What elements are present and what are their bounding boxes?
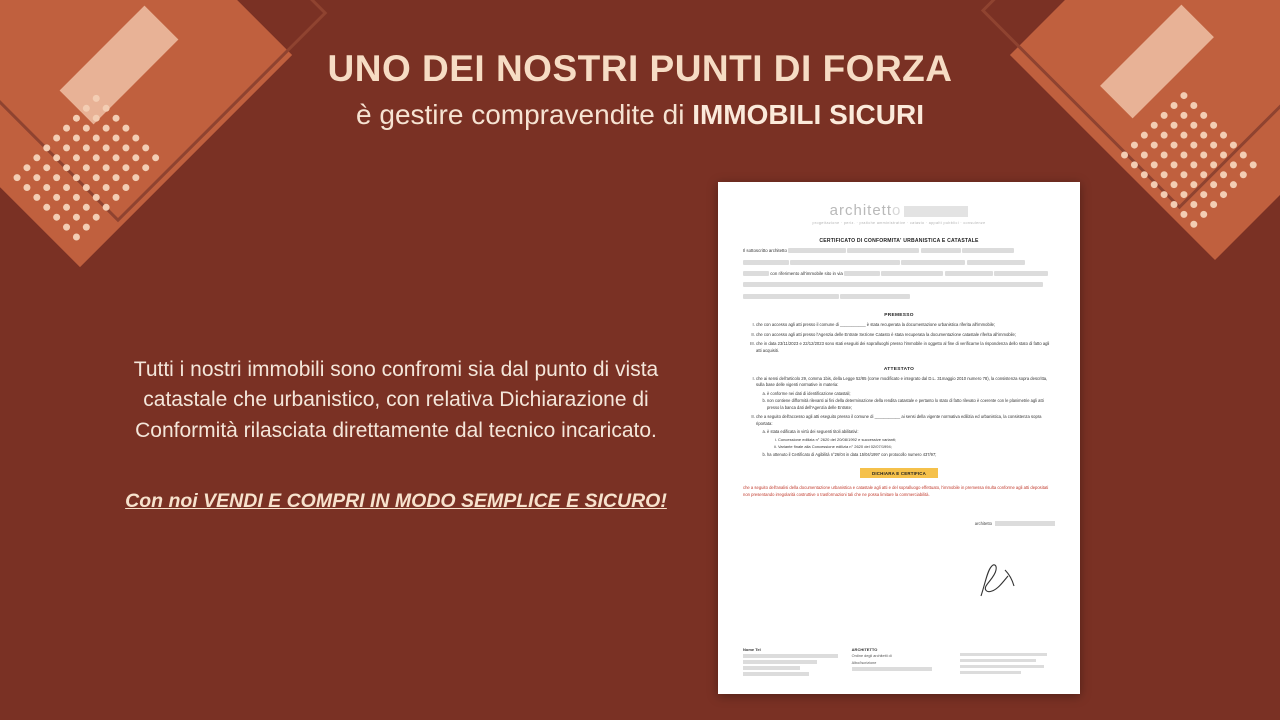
page-title: UNO DEI NOSTRI PUNTI DI FORZA — [327, 48, 953, 89]
redaction — [881, 271, 943, 276]
decor-dot — [101, 202, 111, 212]
decor-dot — [1159, 150, 1169, 160]
decor-dot — [12, 173, 22, 183]
footer-center-heading: ARCHITETTO — [851, 646, 878, 652]
decor-dot — [52, 133, 62, 143]
decor-dot — [1179, 150, 1189, 160]
decor-dot — [1120, 150, 1130, 160]
redaction — [743, 294, 839, 299]
decor-dot — [1179, 190, 1189, 200]
body-copy: Tutti i nostri immobili sono confromi sia dal punto di vista catastale che urbanistico, con relativa Dichiarazione di Conformità rilasciata direttamente dal tecnico incaricato. — [133, 358, 659, 442]
list-item: II. che con accesso agli atti presso l'Agenzia delle Entrate Sezione Catasto è stata recuperata la documentazione catastale riferita all'immobile; — [756, 332, 1055, 339]
document-intro-line-1 — [743, 247, 1055, 255]
decor-dot — [1228, 140, 1238, 150]
list-item-text: che ai sensi dell'articolo 29, comma 1bis, della Legge 52/85 (come modificato e integrato dal D.L. 31maggio 2010 numero 78), la consistenza sopra descritta, sulla base delle vigenti normative in materia: — [756, 375, 1048, 388]
decor-dot — [42, 143, 52, 153]
document-logo — [743, 202, 1055, 219]
decor-dot — [1199, 130, 1209, 140]
decor-dot — [62, 202, 72, 212]
document-intro-line-2 — [743, 270, 1055, 278]
redaction — [945, 271, 993, 276]
decor-dot — [81, 143, 91, 153]
attestato-heading: ATTESTATO — [883, 366, 915, 372]
decor-dot — [1219, 190, 1229, 200]
handwritten-signature — [975, 562, 1021, 602]
decor-dot — [1169, 160, 1179, 170]
footer-center-column — [852, 647, 947, 679]
certificate-document — [718, 182, 1080, 694]
decor-dot — [81, 222, 91, 232]
decor-dot — [111, 153, 121, 163]
signature-label: architetto — [974, 520, 992, 526]
decor-dot — [1169, 140, 1179, 150]
decor-dot — [1139, 170, 1149, 180]
decor-dot — [81, 183, 91, 193]
redaction — [852, 667, 932, 671]
decor-dot — [91, 133, 101, 143]
decor-dot — [81, 202, 91, 212]
decor-dot — [1209, 160, 1219, 170]
decor-dot — [151, 153, 161, 163]
list-item — [756, 414, 1055, 458]
decor-dot — [71, 212, 81, 222]
decor-dot — [101, 143, 111, 153]
decor-dot — [141, 163, 151, 173]
redaction — [743, 666, 800, 670]
decor-dot — [111, 192, 121, 202]
document-footer — [743, 647, 1055, 679]
attestato-sublist-a — [756, 391, 1055, 412]
decor-dot — [1189, 160, 1199, 170]
document-redacted-row — [743, 292, 1055, 300]
decor-dot — [52, 173, 62, 183]
decor-dot — [1199, 190, 1209, 200]
footer-right-column — [960, 647, 1055, 679]
decor-dot — [1228, 160, 1238, 170]
decor-dot — [1159, 130, 1169, 140]
declaration-text: che a seguito dell'analisi della documentazione urbanistica e catastale agli atti e del sopralluogo effettuato, l'immobile in premessa risulta conforme agli atti depositati non presentando irregolarità costruttive o trasformazioni tali che ne possa limitare la commerciabilità. — [743, 485, 1049, 498]
decor-dot — [91, 212, 101, 222]
decor-dot — [1219, 170, 1229, 180]
redaction — [901, 260, 965, 265]
redaction — [743, 654, 838, 658]
footer-left-column — [743, 647, 838, 679]
decor-dot — [1149, 140, 1159, 150]
redaction — [960, 665, 1043, 669]
decor-dot — [71, 192, 81, 202]
decor-dot — [22, 163, 32, 173]
decor-dot — [131, 133, 141, 143]
list-item — [767, 429, 1055, 450]
document-logo-tail: o — [892, 202, 902, 219]
attestato-list — [743, 376, 1055, 459]
decor-dot — [1219, 150, 1229, 160]
premesso-list — [743, 322, 1055, 355]
redaction — [790, 260, 900, 265]
decor-dot — [62, 143, 72, 153]
subtitle-prefix: è gestire compravendite di — [356, 98, 693, 130]
list-item-text: che a seguito dell'accesso agli atti eseguito presso il comune di ___________ ai sensi della vigente normativa edilizia ed urbanistica, la consistenza sopra riportata: — [756, 414, 1042, 426]
page-subtitle — [0, 97, 1280, 132]
list-item — [756, 376, 1055, 411]
decor-dot — [111, 173, 121, 183]
document-page — [729, 182, 1069, 694]
signature-label-row — [743, 521, 1055, 526]
decor-dot — [42, 202, 52, 212]
headline-block — [0, 48, 1280, 132]
decor-dot — [1139, 130, 1149, 140]
list-item: b. non contiene difformità rilevanti ai fini della determinazione della rendita catastale e pertanto lo stato di fatto rilevato è coerente con le planimetrie agli atti presso la banca dati dell'Agenzia delle Entrate; — [767, 398, 1055, 411]
redaction — [743, 271, 769, 276]
redaction — [995, 521, 1055, 526]
decor-dot — [1189, 140, 1199, 150]
intro-label-2: con riferimento all'immobile sito in via — [770, 270, 843, 276]
redaction — [847, 248, 919, 253]
decor-dot — [1129, 140, 1139, 150]
decor-dot — [1139, 150, 1149, 160]
list-item: i. Concessione edilizia n° 2620 del 20/08/1992 e successive varianti; — [778, 437, 1055, 443]
decor-dot — [101, 163, 111, 173]
list-item: III. che in data 23/11/2023 e 22/12/2023 sono stati eseguiti dei sopralluoghi presso l'immobile in oggetto al fine di verificarne la rispondenza dello stato di fatto agli atti acquisiti. — [756, 341, 1055, 354]
decor-dot — [121, 143, 131, 153]
redaction — [967, 260, 1025, 265]
decor-dot — [1179, 170, 1189, 180]
redaction — [743, 282, 1043, 287]
decor-dot — [1179, 209, 1189, 219]
decor-dot — [62, 222, 72, 232]
redaction — [960, 671, 1021, 675]
decor-dot — [131, 153, 141, 163]
decor-dot — [1199, 150, 1209, 160]
decor-top-left-diamond — [0, 0, 292, 267]
document-logo-redaction — [904, 206, 968, 217]
decor-dot — [1179, 130, 1189, 140]
redaction — [743, 260, 789, 265]
decor-dot — [52, 153, 62, 163]
decor-dot — [62, 183, 72, 193]
decor-dot — [1209, 180, 1219, 190]
decor-dot — [42, 163, 52, 173]
list-item: ii. Variante finale alla Concessione edilizia n° 2620 del 02/07/1994; — [778, 444, 1055, 450]
decor-dot — [1159, 170, 1169, 180]
redaction — [743, 660, 817, 664]
list-item: b. ha ottenuto il Certificato di Agibilità n°26/04 in data 15/04/1997 con protocollo numero 437/97; — [767, 452, 1055, 458]
subtitle-strong: IMMOBILI SICURI — [692, 98, 924, 130]
decor-dot — [71, 173, 81, 183]
decor-dot — [111, 133, 121, 143]
redaction — [960, 659, 1036, 663]
decor-dot — [42, 183, 52, 193]
redaction — [960, 653, 1047, 657]
attestato-sublist-b — [756, 429, 1055, 458]
document-redacted-row — [743, 258, 1055, 266]
decor-dot — [1209, 200, 1219, 210]
decor-dot — [71, 133, 81, 143]
left-text-block — [96, 355, 696, 513]
redaction — [921, 248, 961, 253]
redaction — [844, 271, 880, 276]
decor-dot — [1219, 130, 1229, 140]
decor-dot — [91, 192, 101, 202]
decor-dot — [101, 183, 111, 193]
decor-dot — [1149, 180, 1159, 190]
decor-dot — [1209, 140, 1219, 150]
decor-dot — [1199, 170, 1209, 180]
decor-dot — [141, 143, 151, 153]
document-redacted-row — [743, 281, 1055, 289]
decor-dot — [1199, 209, 1209, 219]
decor-dot — [91, 173, 101, 183]
decor-dot — [1189, 180, 1199, 190]
decor-dot — [52, 192, 62, 202]
redaction — [994, 271, 1048, 276]
decor-dot — [1159, 190, 1169, 200]
decor-dot — [121, 163, 131, 173]
decor-dot — [1248, 160, 1258, 170]
decor-dot — [52, 212, 62, 222]
document-logo-subtitle: progettazione · periz. · pratiche amministrative · catasto · appalti pubblici · consulenze — [812, 221, 986, 225]
decor-dot — [1238, 170, 1248, 180]
decor-dot — [1189, 200, 1199, 210]
decor-dot — [131, 173, 141, 183]
document-title: CERTIFICATO DI CONFORMITA' URBANISTICA E CATASTALE — [819, 238, 979, 244]
list-item: I. che con accesso agli atti presso il comune di ___________ è stata recuperata la documentazione urbanistica riferita all'immobile; — [756, 322, 1055, 329]
decor-dot — [1169, 180, 1179, 190]
decor-dot — [71, 153, 81, 163]
decor-dot — [32, 173, 42, 183]
decor-dot — [62, 163, 72, 173]
decor-dot — [1228, 180, 1238, 190]
premesso-heading: PREMESSO — [884, 312, 914, 318]
decor-dot — [71, 232, 81, 242]
decor-dot — [1149, 160, 1159, 170]
decor-dot — [32, 153, 42, 163]
decor-dot — [22, 183, 32, 193]
decor-dot — [121, 183, 131, 193]
redaction — [743, 672, 809, 676]
footer-center-line-1: Ordine degli architetti di — [851, 654, 892, 658]
redaction — [840, 294, 910, 299]
dichiara-certifica-badge: DICHIARA E CERTIFICA — [860, 468, 938, 478]
redaction — [962, 248, 1014, 253]
footer-center-line-2: Albo/Iscrizione — [851, 660, 877, 665]
attestato-titles-list — [767, 437, 1055, 451]
cta-text: Con noi VENDI E COMPRI IN MODO SEMPLICE E SICURO! — [125, 490, 667, 513]
decor-dot — [1189, 219, 1199, 229]
decor-dot — [1238, 150, 1248, 160]
decor-dot — [32, 192, 42, 202]
decor-dot — [1169, 200, 1179, 210]
redaction — [788, 248, 846, 253]
list-item: a. è conforme nei dati di identificazione catastali; — [767, 391, 1055, 397]
document-logo-text: architett — [829, 202, 892, 219]
decor-dot — [81, 163, 91, 173]
footer-left-heading: Nome Tel — [743, 646, 761, 652]
decor-dot — [1129, 160, 1139, 170]
decor-dot — [91, 153, 101, 163]
list-item-text: è stata edificata in virtù dei seguenti titoli abilitativi: — [767, 429, 859, 435]
intro-label-1: Il sottoscritto architetto — [743, 248, 787, 253]
